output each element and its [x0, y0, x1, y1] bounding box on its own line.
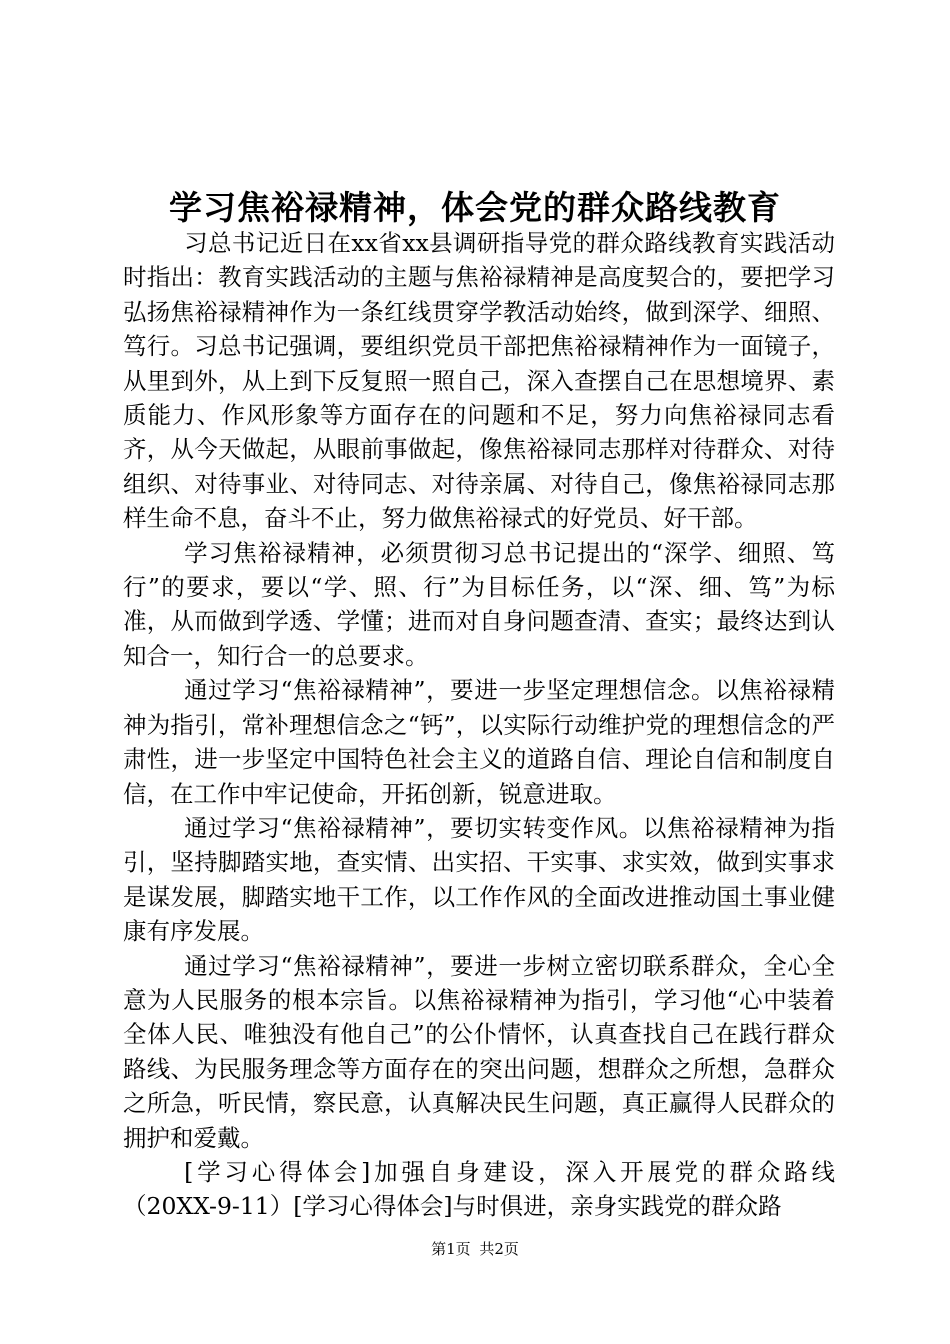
paragraph-4: 通过学习“焦裕禄精神”，要切实转变作风。以焦裕禄精神为指引，坚持脚踏实地，查实情、出实招、干实事、求实效，做到实事求是谋发展，脚踏实地干工作，以工作作风的全面改进推动国土事业健康有序发展。: [123, 813, 835, 946]
page-number-total: 共2页: [479, 1240, 519, 1258]
document-title: 学习焦裕禄精神，体会党的群众路线教育: [169, 188, 781, 227]
paragraph-3: 通过学习“焦裕禄精神”，要进一步坚定理想信念。以焦裕禄精神为指引，常补理想信念之“钙”，以实际行动维护党的理想信念的严肃性，进一步坚定中国特色社会主义的道路自信、理论自信和制度自信，在工作中牢记使命，开拓创新，锐意进取。: [123, 676, 835, 808]
paragraph-1: 习总书记近日在xx省xx县调研指导党的群众路线教育实践活动时指出：教育实践活动的主题与焦裕禄精神是高度契合的，要把学习弘扬焦裕禄精神作为一条红线贯穿学教活动始终，做到深学、细照、笃行。习总书记强调，要组织党员干部把焦裕禄精神作为一面镜子，从里到外，从上到下反复照一照自己，深入查摆自己在思想境界、素质能力、作风形象等方面存在的问题和不足，努力向焦裕禄同志看齐，从今天做起，从眼前事做起，像焦裕禄同志那样对待群众、对待组织、对待事业、对待同志、对待亲属、对待自己，像焦裕禄同志那样生命不息，奋斗不止，努力做焦裕禄式的好党员、好干部。: [123, 229, 835, 533]
paragraph-6: [学习心得体会]加强自身建设，深入开展党的群众路线（20XX-9-11）[学习心得体会]与时俱进，亲身实践党的群众路: [123, 1157, 835, 1221]
document-body: [123, 226, 835, 1224]
page-footer: [0, 1239, 950, 1259]
paragraph-2: 学习焦裕禄精神，必须贯彻习总书记提出的“深学、细照、笃行”的要求，要以“学、照、行”为目标任务，以“深、细、笃”为标准，从而做到学透、学懂；进而对自身问题查清、查实；最终达到认知合一，知行合一的总要求。: [123, 538, 835, 670]
paragraph-5: 通过学习“焦裕禄精神”，要进一步树立密切联系群众，全心全意为人民服务的根本宗旨。以焦裕禄精神为指引，学习他“心中装着全体人民、唯独没有他自己”的公仆情怀，认真查找自己在践行群众路线、为民服务理念等方面存在的突出问题，想群众之所想，急群众之所急，听民情，察民意，认真解决民生问题，真正赢得人民群众的拥护和爱戴。: [123, 951, 835, 1152]
page-number-current: 第1页: [431, 1240, 471, 1258]
